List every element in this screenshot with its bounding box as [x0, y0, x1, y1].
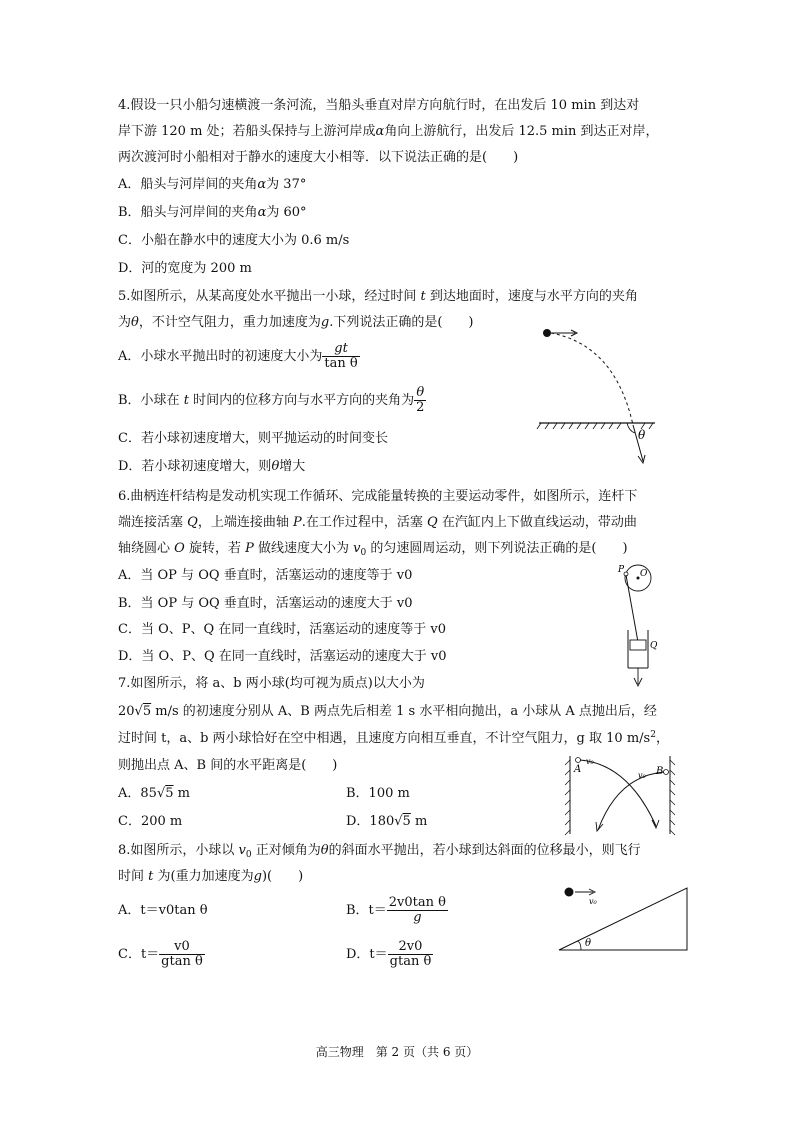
q8-ball [565, 888, 574, 897]
q6-stem-line2: 端连接活塞 Q，上端连接曲轴 P.在工作过程中，活塞 Q 在汽缸内上下做直线运动，带动曲 [118, 515, 637, 530]
q6-option-a[interactable]: A．当 OP 与 OQ 垂直时，活塞运动的速度等于 v0 [118, 568, 413, 583]
q5-stem-line1: 5.如图所示，从某高度处水平抛出一小球，经过时间 t 到达地面时，速度与水平方向的夹角 [118, 289, 638, 304]
q6-fig-o-label: O [640, 569, 648, 579]
q8-option-b-fraction: $\frac{\text{2v0tan θ}}{g}$ [388, 895, 446, 925]
q6-piston [630, 640, 646, 650]
q5-stem-line2: 为θ，不计空气阻力，重力加速度为g.下列说法正确的是( ) [118, 315, 474, 330]
q4-option-b[interactable]: B．船头与河岸间的夹角α为 60° [118, 205, 307, 220]
q7-figure [558, 750, 683, 840]
q7-stem-line2: 20√5 m/s 的初速度分别从 A、B 两点先后相差 1 s 水平相向抛出，a 小球从 A 点抛出后，经 [118, 704, 657, 719]
q8-option-d-fraction: $\frac{2v0}{\text{gtan θ}}$ [389, 939, 432, 969]
q7-fig-va-label: v₀ [586, 757, 594, 766]
q7-fig-a-label: A [574, 764, 582, 775]
q8-incline [559, 888, 687, 950]
q5-fig-theta-label: θ [638, 428, 646, 442]
q5-option-d[interactable]: D．若小球初速度增大，则θ增大 [118, 459, 306, 474]
q6-stem-line1: 6.曲柄连杆结构是发动机实现工作循环、完成能量转换的主要运动零件，如图所示，连杆下 [118, 489, 638, 504]
q5-option-a-fraction: $\frac{gt}{\text{tan θ}}$ [324, 341, 358, 371]
q8-figure [555, 882, 695, 957]
q8-stem-line1: 8.如图所示，小球以 $v_0$ 正对倾角为θ的斜面水平抛出，若小球到达斜面的位移最小，则飞行 [118, 843, 641, 860]
q5-figure [535, 325, 665, 470]
q7-option-d[interactable]: D．180√5 m [346, 814, 428, 829]
q7-option-b[interactable]: B．100 m [346, 786, 410, 801]
q5-ball [543, 329, 551, 337]
q4-stem-line2: 岸下游 120 m 处；若船头保持与上游河岸成α角向上游航行，出发后 12.5 min 到达正对岸， [118, 124, 659, 139]
q6-fig-q-label: Q [650, 641, 658, 651]
q8-option-d[interactable]: D．t＝ $\frac{2v0}{\text{gtan θ}}$ [346, 939, 432, 969]
q4-option-c[interactable]: C．小船在静水中的速度大小为 0.6 m/s [118, 233, 350, 248]
q6-option-b[interactable]: B．当 OP 与 OQ 垂直时，活塞运动的速度大于 v0 [118, 596, 413, 611]
q5-option-b[interactable]: B．小球在 t 时间内的位移方向与水平方向的夹角为 $\frac{\theta}{2}$ [118, 385, 425, 415]
q5-option-a[interactable]: A．小球水平抛出时的初速度大小为 $\frac{gt}{\text{tan θ}}$ [118, 341, 358, 371]
q7-option-c[interactable]: C．200 m [118, 814, 183, 829]
q4-stem-line3: 两次渡河时小船相对于静水的速度大小相等．以下说法正确的是( ) [118, 150, 519, 165]
q8-option-c-fraction: $\frac{v0}{\text{gtan θ}}$ [161, 939, 203, 969]
q7-stem-line4: 则抛出点 A、B 间的水平距离是( ) [118, 758, 338, 773]
q8-option-b[interactable]: B．t＝ $\frac{\text{2v0tan θ}}{g}$ [346, 895, 446, 925]
q8-stem-line2: 时间 t 为(重力加速度为g)( ) [118, 869, 304, 884]
q8-fig-v0-label: v₀ [589, 897, 597, 906]
q7-fig-vb-label: v₀ [638, 771, 646, 780]
q6-option-d[interactable]: D．当 O、P、Q 在同一直线时，活塞运动的速度大于 v0 [118, 649, 447, 664]
page-footer: 高三物理 第 2 页（共 6 页） [315, 1045, 479, 1059]
q6-fig-p-label: P [618, 565, 625, 575]
q4-option-d[interactable]: D．河的宽度为 200 m [118, 261, 252, 276]
q5-trajectory [551, 333, 633, 425]
q4-option-a[interactable]: A．船头与河岸间的夹角α为 37° [118, 177, 307, 192]
q5-option-c[interactable]: C．若小球初速度增大，则平抛运动的时间变长 [118, 431, 388, 446]
q8-fig-theta-label: θ [585, 938, 592, 949]
q6-stem-line3: 轴绕圆心 O 旋转，若 P 做线速度大小为 $v_0$ 的匀速圆周运动，则下列说法正确的是( ) [118, 541, 628, 558]
q7-stem-line3: 过时间 t，a、b 两小球恰好在空中相遇，且速度方向相互垂直，不计空气阻力，g 取 10 $m/s^2$， [118, 730, 669, 746]
q8-option-c[interactable]: C．t＝ $\frac{v0}{\text{gtan θ}}$ [118, 939, 203, 969]
q7-stem-line1: 7.如图所示，将 a、b 两小球(均可视为质点)以大小为 [118, 676, 425, 691]
q6-option-c[interactable]: C．当 O、P、Q 在同一直线时，活塞运动的速度等于 v0 [118, 622, 447, 637]
q5-option-b-fraction: $\frac{\theta}{2}$ [416, 385, 425, 415]
q7-option-a[interactable]: A．85√5 m [118, 786, 190, 801]
q4-stem-line1: 4.假设一只小船匀速横渡一条河流，当船头垂直对岸方向航行时，在出发后 10 min 到达对 [118, 98, 640, 113]
q7-fig-b-label: B [656, 766, 664, 777]
q7-trajectory-a [580, 760, 656, 826]
q8-option-a[interactable]: A．t＝v0tan θ [118, 903, 208, 918]
q6-figure [612, 560, 672, 690]
